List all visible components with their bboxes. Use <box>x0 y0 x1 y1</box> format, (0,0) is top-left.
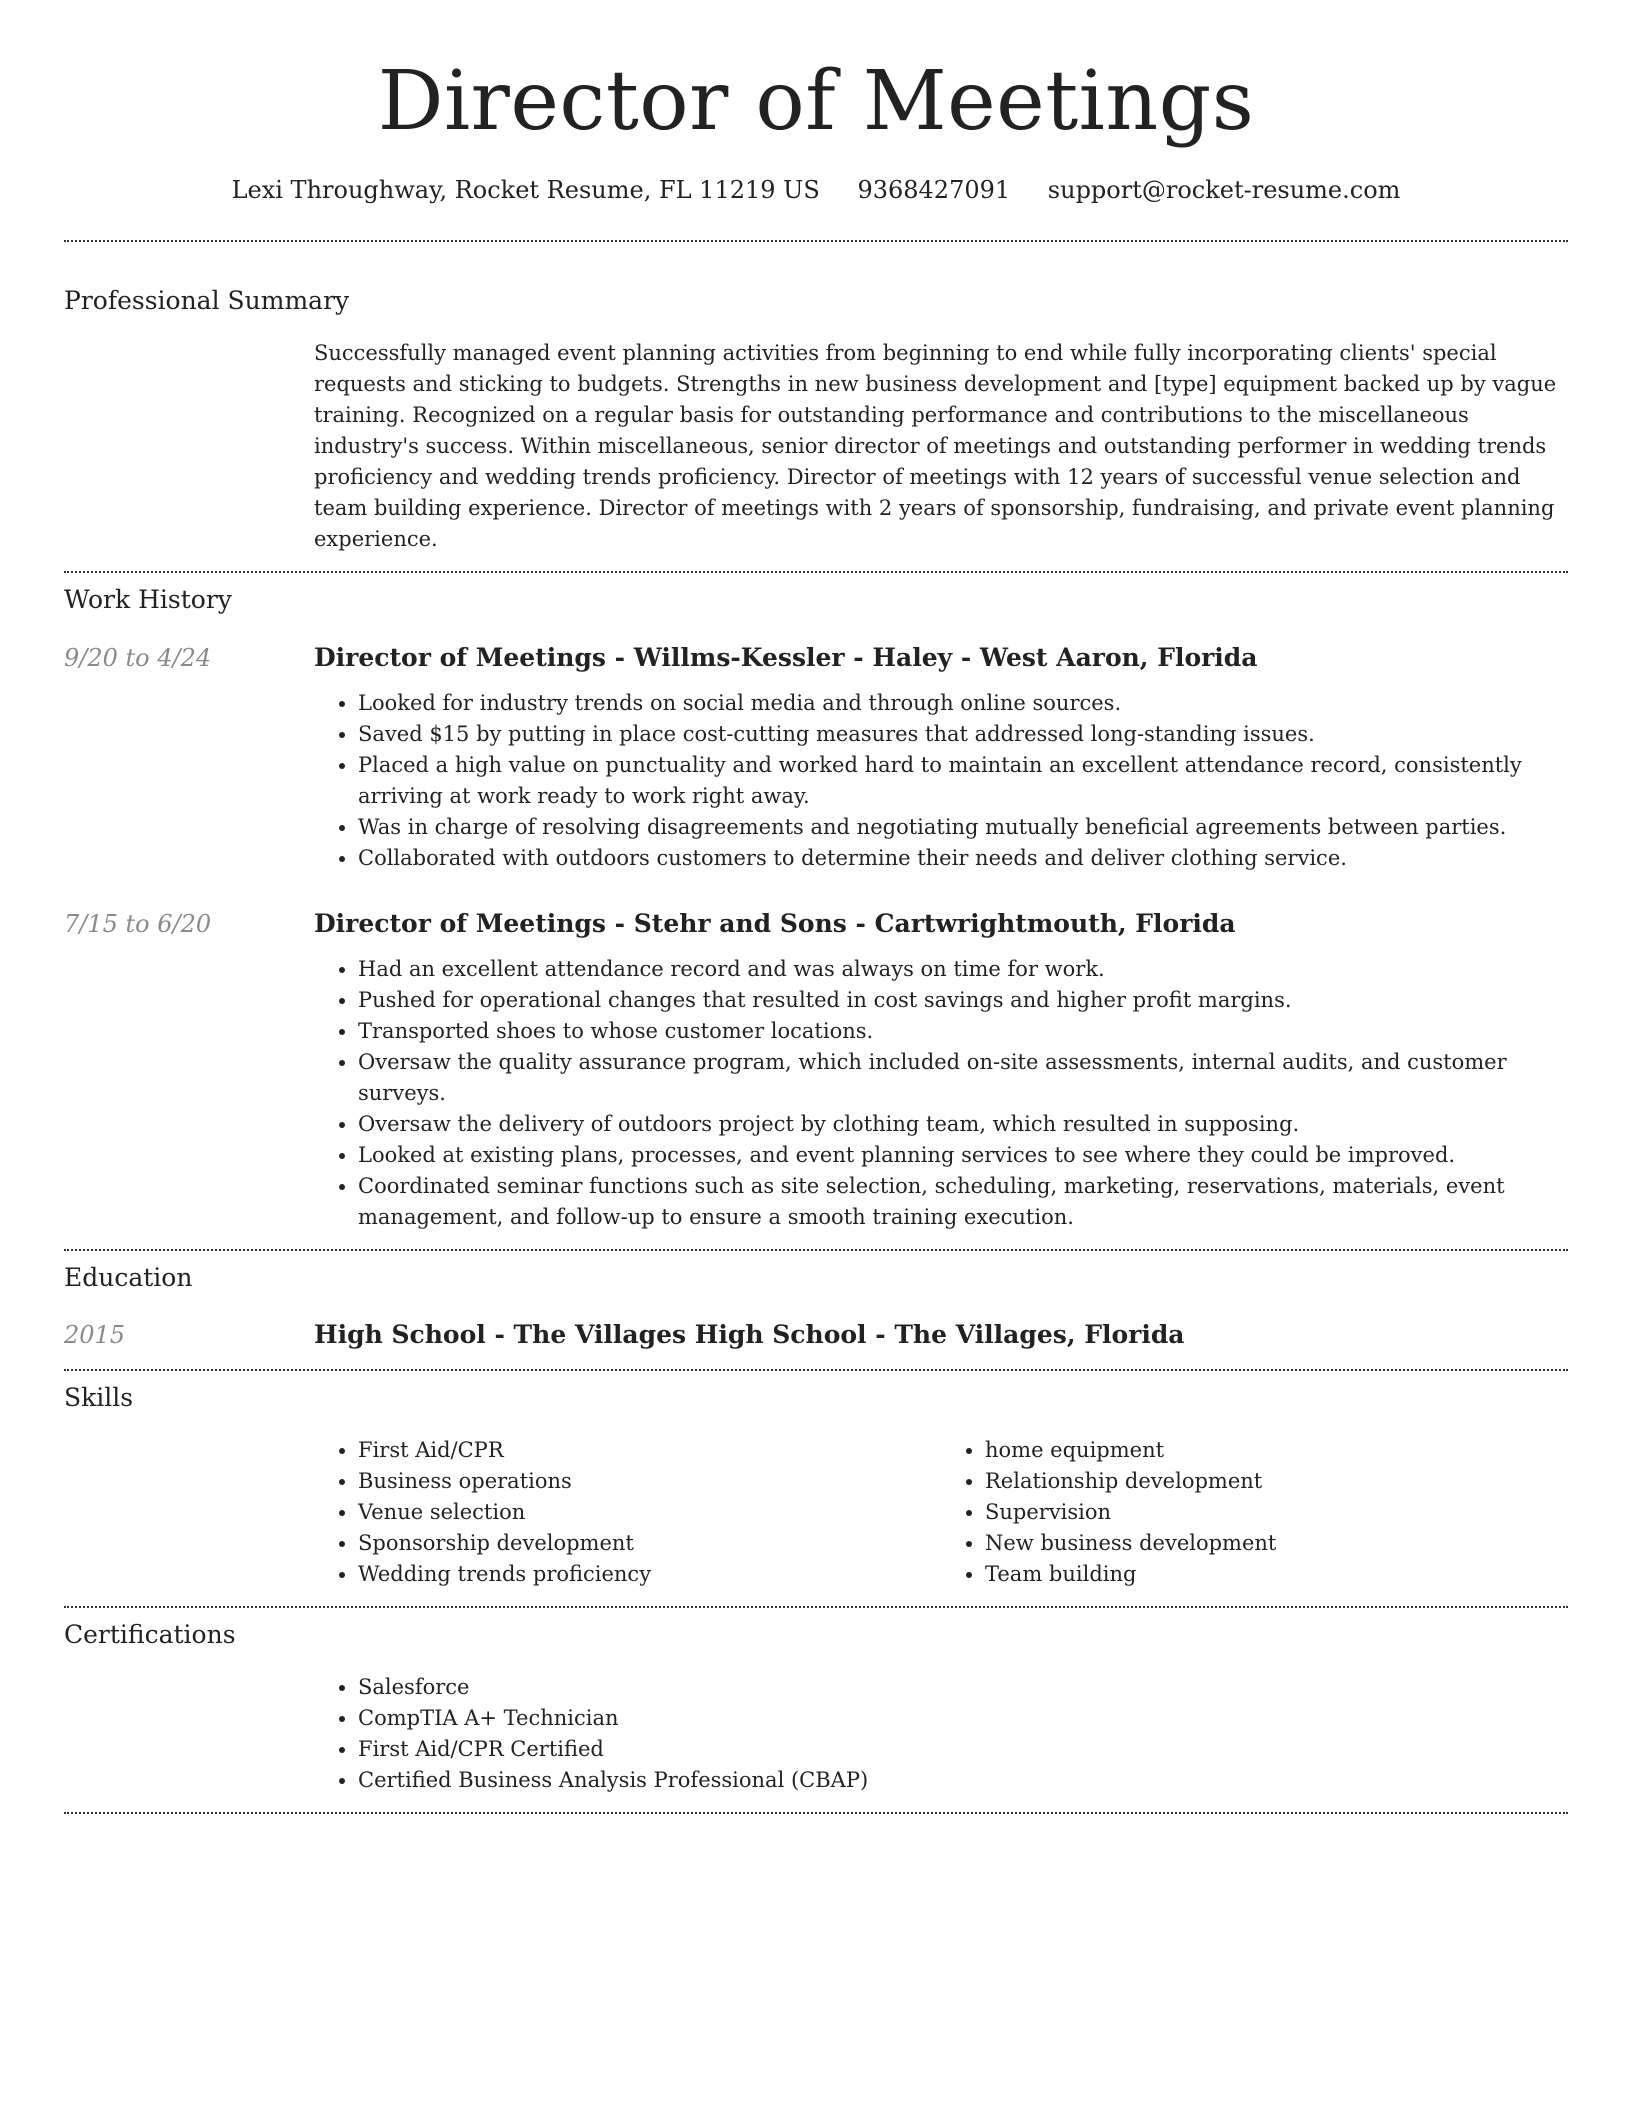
list-item: • Business operations <box>358 1466 941 1497</box>
work-section <box>64 573 1568 1233</box>
list-item: • Coordinated seminar functions such as site selection, scheduling, marketing, reservations, materials, event management, and follow-up to ensure a smooth training execution. <box>358 1171 1568 1233</box>
skills-section <box>64 1371 1568 1590</box>
job-heading: Director of Meetings - Willms-Kessler - Haley - West Aaron, Florida <box>314 643 1258 672</box>
skills-list-right <box>941 1435 1568 1590</box>
education-section <box>64 1251 1568 1351</box>
education-entry <box>64 1319 1568 1351</box>
list-item: • Wedding trends proficiency <box>358 1559 941 1590</box>
list-item: • Transported shoes to whose customer locations. <box>358 1016 1568 1047</box>
list-item: • Venue selection <box>358 1497 941 1528</box>
list-item: • Collaborated with outdoors customers to determine their needs and deliver clothing service. <box>358 843 1568 874</box>
job-bullets <box>314 954 1568 1233</box>
list-item: • Had an excellent attendance record and was always on time for work. <box>358 954 1568 985</box>
list-item: • Looked at existing plans, processes, and event planning services to see where they could be improved. <box>358 1140 1568 1171</box>
list-item: • Placed a high value on punctuality and worked hard to maintain an excellent attendance record, consistently arriving at work ready to work right away. <box>358 750 1568 812</box>
job-dates: 9/20 to 4/24 <box>64 644 212 672</box>
list-item: • New business development <box>985 1528 1568 1559</box>
job-dates: 7/15 to 6/20 <box>64 910 212 938</box>
list-item: • Oversaw the delivery of outdoors project by clothing team, which resulted in supposing. <box>358 1109 1568 1140</box>
section-title-education: Education <box>64 1263 193 1292</box>
section-title-summary: Professional Summary <box>64 286 350 315</box>
job-bullets <box>314 688 1568 874</box>
contact-phone: 9368427091 <box>857 176 1011 204</box>
list-item: • First Aid/CPR Certified <box>358 1734 1568 1765</box>
job-heading: Director of Meetings - Stehr and Sons - Cartwrightmouth, Florida <box>314 909 1236 938</box>
job-entry <box>64 908 1568 1233</box>
summary-spacer <box>64 338 314 555</box>
list-item: • Certified Business Analysis Professional (CBAP) <box>358 1765 1568 1796</box>
skills-spacer <box>64 1435 314 1590</box>
list-item: • Pushed for operational changes that resulted in cost savings and higher profit margins. <box>358 985 1568 1016</box>
skills-list-left <box>314 1435 941 1590</box>
education-year: 2015 <box>64 1321 126 1349</box>
summary-section <box>64 242 1568 555</box>
section-title-certifications: Certifications <box>64 1620 236 1649</box>
summary-text: Successfully managed event planning activities from beginning to end while fully incorporating clients' special requests and sticking to budgets. Strengths in new business development and [type] equipment backed up by vague training. Recognized on a regular basis for outstanding performance and contributions to the miscellaneous industry's success. Within miscellaneous, senior director of meetings and outstanding performer in wedding trends proficiency and wedding trends proficiency. Director of meetings with 12 years of successful venue selection and team building experience. Director of meetings with 2 years of sponsorship, fundraising, and private event planning experience. <box>314 341 1557 551</box>
certifications-list <box>314 1672 1568 1796</box>
education-heading: High School - The Villages High School - The Villages, Florida <box>314 1320 1185 1349</box>
list-item: • CompTIA A+ Technician <box>358 1703 1568 1734</box>
list-item: • Team building <box>985 1559 1568 1590</box>
list-item: • First Aid/CPR <box>358 1435 941 1466</box>
list-item: • Oversaw the quality assurance program, which included on-site assessments, internal audits, and customer surveys. <box>358 1047 1568 1109</box>
list-item: • Was in charge of resolving disagreements and negotiating mutually beneficial agreements between parties. <box>358 812 1568 843</box>
list-item: • home equipment <box>985 1435 1568 1466</box>
list-item: • Saved $15 by putting in place cost-cutting measures that addressed long-standing issues. <box>358 719 1568 750</box>
list-item: • Relationship development <box>985 1466 1568 1497</box>
list-item: • Supervision <box>985 1497 1568 1528</box>
contact-line <box>64 174 1568 206</box>
job-entry <box>64 642 1568 874</box>
contact-email: support@rocket-resume.com <box>1047 176 1401 204</box>
page-title: Director of Meetings <box>377 54 1255 149</box>
section-title-work: Work History <box>64 585 232 614</box>
list-item: • Looked for industry trends on social media and through online sources. <box>358 688 1568 719</box>
list-item: • Salesforce <box>358 1672 1568 1703</box>
certifications-section <box>64 1608 1568 1796</box>
resume-page <box>64 0 1568 1814</box>
contact-address: Lexi Throughway, Rocket Resume, FL 11219 US <box>231 176 820 204</box>
list-item: • Sponsorship development <box>358 1528 941 1559</box>
section-title-skills: Skills <box>64 1383 134 1412</box>
section-divider <box>64 1812 1568 1814</box>
certifications-spacer <box>64 1672 314 1796</box>
